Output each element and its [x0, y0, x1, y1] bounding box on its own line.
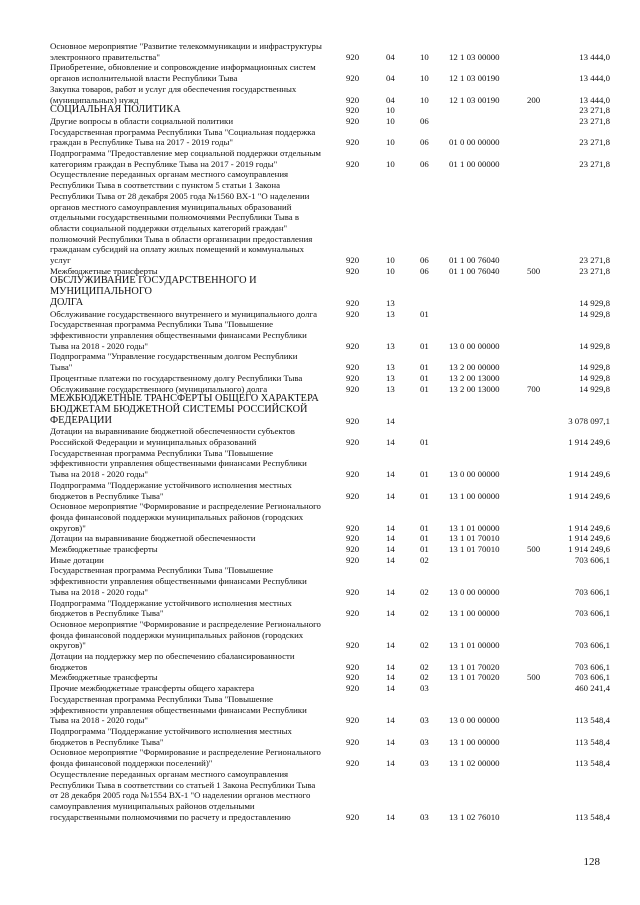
column-amount: 23 271,8: [579, 158, 610, 169]
column-subsection: 02: [420, 554, 429, 565]
column-amount: 23 271,8: [579, 105, 610, 116]
column-subsection: 02: [420, 661, 429, 672]
table-row: [50, 769, 610, 823]
table-row: [50, 351, 610, 372]
column-subsection: 01: [420, 544, 429, 555]
column-ved: 920: [346, 758, 360, 769]
column-amount: 14 929,8: [579, 383, 610, 394]
column-target-article: 12 1 03 00190: [449, 73, 500, 84]
row-name: Подпрограмма "Поддержание устойчивого исполнения местных бюджетов в Республике Тыва": [50, 479, 292, 501]
row-name: Обслуживание государственного внутреннего и муниципального долга: [50, 308, 317, 319]
column-section: 13: [386, 362, 395, 373]
column-amount: 1 914 249,6: [568, 533, 610, 544]
column-section: 14: [386, 586, 395, 597]
column-expense-type: 500: [527, 672, 541, 683]
column-section: 04: [386, 73, 395, 84]
column-section: 14: [386, 672, 395, 683]
column-ved: 920: [346, 586, 360, 597]
column-section: 14: [386, 533, 395, 544]
row-name: СОЦИАЛЬНАЯ ПОЛИТИКА: [50, 104, 181, 116]
column-section: 10: [386, 255, 395, 266]
row-name: Государственная программа Республики Тыва "Повышение эффективности управления общественными финансами Республики Тыва на 2018 - 2020 годы": [50, 693, 307, 726]
table-row: [50, 651, 610, 672]
column-subsection: 03: [420, 683, 429, 694]
column-section: 10: [386, 158, 395, 169]
table-row: [50, 148, 610, 169]
column-amount: 14 929,8: [579, 340, 610, 351]
column-amount: 14 929,8: [579, 297, 610, 308]
column-target-article: 13 2 00 13000: [449, 372, 500, 383]
row-name: Межбюджетные трансферты: [50, 672, 158, 683]
column-section: 13: [386, 308, 395, 319]
column-subsection: 10: [420, 94, 429, 105]
column-amount: 23 271,8: [579, 137, 610, 148]
column-section: 14: [386, 715, 395, 726]
column-subsection: 01: [420, 533, 429, 544]
row-name: Дотации на выравнивание бюджетной обеспеченности субъектов Российской Федерации и муниципальных образований: [50, 426, 295, 448]
column-section: 14: [386, 683, 395, 694]
column-subsection: 06: [420, 115, 429, 126]
table-row: [50, 726, 610, 747]
table-row: [50, 555, 610, 566]
column-ved: 920: [346, 137, 360, 148]
row-name: Основное мероприятие "Развитие телекоммуникации и инфраструктуры электронного правительства": [50, 41, 322, 62]
column-target-article: 12 1 03 00190: [449, 94, 500, 105]
column-ved: 920: [346, 736, 360, 747]
table-row: [50, 747, 610, 768]
row-name: Межбюджетные трансферты: [50, 544, 158, 555]
column-section: 13: [386, 372, 395, 383]
column-ved: 920: [346, 490, 360, 501]
column-section: 14: [386, 544, 395, 555]
row-name: Государственная программа Республики Тыва "Социальная поддержка граждан в Республике Тыва на 2017 - 2019 годы": [50, 126, 316, 148]
table-row: [50, 501, 610, 533]
column-amount: 14 929,8: [579, 362, 610, 373]
column-target-article: 01 0 00 00000: [449, 137, 500, 148]
column-section: 14: [386, 608, 395, 619]
row-name: Обслуживание государственного (муниципального) долга: [50, 383, 268, 394]
column-section: 14: [386, 811, 395, 822]
column-ved: 920: [346, 672, 360, 683]
table-row: [50, 84, 610, 105]
table-row: [50, 533, 610, 544]
row-name: Основное мероприятие "Формирование и распределение Регионального фонда финансовой поддержки поселений)": [50, 747, 321, 769]
column-subsection: 01: [420, 372, 429, 383]
column-section: 13: [386, 297, 395, 308]
column-ved: 920: [346, 308, 360, 319]
column-subsection: 10: [420, 51, 429, 62]
column-subsection: 02: [420, 640, 429, 651]
column-amount: 460 241,4: [574, 683, 610, 694]
column-target-article: 13 0 00 00000: [449, 469, 500, 480]
column-expense-type: 200: [527, 94, 541, 105]
row-name: Подпрограмма "Поддержание устойчивого исполнения местных бюджетов в Республике Тыва": [50, 597, 292, 619]
row-name: Государственная программа Республики Тыва "Повышение эффективности управления общественными финансами Республики Тыва на 2018 - 2020 годы": [50, 447, 307, 480]
column-amount: 113 548,4: [575, 758, 610, 769]
column-amount: 13 444,0: [579, 73, 610, 84]
column-ved: 920: [346, 608, 360, 619]
column-section: 14: [386, 736, 395, 747]
column-amount: 703 606,1: [574, 672, 610, 683]
column-ved: 920: [346, 340, 360, 351]
column-amount: 14 929,8: [579, 308, 610, 319]
table-row: [50, 309, 610, 320]
column-subsection: 01: [420, 522, 429, 533]
column-amount: 13 444,0: [579, 94, 610, 105]
table-row: [50, 169, 610, 265]
column-ved: 920: [346, 158, 360, 169]
column-target-article: 13 1 01 70020: [449, 661, 500, 672]
column-ved: 920: [346, 811, 360, 822]
column-section: 14: [386, 554, 395, 565]
table-row: [50, 544, 610, 555]
column-amount: 1 914 249,6: [568, 490, 610, 501]
column-subsection: 10: [420, 73, 429, 84]
row-name: Осуществление переданных органам местного самоуправления Республики Тыва в соответствии с пунктом 5 статьи 1 Закона Республики Тыва от 28 декабря 2005 года №1560 ВХ-1 "О наделении органов местного самоуправления муниципальных образований отдельными государственными полномочиями Республики Тыва в области социальной поддержки отдельных категорий граждан" полномочий Республики Тыва в области организации предоставления гражданам субсидий на оплату жилых помещений и коммунальных услуг: [50, 169, 313, 266]
table-row: [50, 672, 610, 683]
table-row: [50, 394, 610, 426]
column-target-article: 01 1 00 76040: [449, 265, 500, 276]
column-ved: 920: [346, 715, 360, 726]
row-name: МЕЖБЮДЖЕТНЫЕ ТРАНСФЕРТЫ ОБЩЕГО ХАРАКТЕРА БЮДЖЕТАМ БЮДЖЕТНОЙ СИСТЕМЫ РОССИЙСКОЙ ФЕДЕРАЦИИ: [50, 393, 319, 426]
column-target-article: 13 1 01 70020: [449, 672, 500, 683]
column-section: 14: [386, 437, 395, 448]
row-name: Государственная программа Республики Тыва "Повышение эффективности управления общественными финансами Республики Тыва на 2018 - 2020 годы": [50, 319, 307, 351]
column-ved: 920: [346, 73, 360, 84]
column-subsection: 01: [420, 469, 429, 480]
column-amount: 13 444,0: [579, 51, 610, 62]
column-ved: 920: [346, 94, 360, 105]
column-amount: 113 548,4: [575, 736, 610, 747]
column-expense-type: 700: [527, 383, 541, 394]
row-name: Межбюджетные трансферты: [50, 265, 158, 276]
column-amount: 703 606,1: [574, 661, 610, 672]
column-target-article: 01 1 00 00000: [449, 158, 500, 169]
column-target-article: 13 1 02 00000: [449, 758, 500, 769]
column-subsection: 01: [420, 362, 429, 373]
column-ved: 920: [346, 115, 360, 126]
column-section: 04: [386, 51, 395, 62]
table-row: [50, 127, 610, 148]
column-subsection: 01: [420, 340, 429, 351]
table-row: [50, 694, 610, 726]
column-section: 10: [386, 137, 395, 148]
column-target-article: 13 1 01 70010: [449, 544, 500, 555]
column-ved: 920: [346, 415, 360, 426]
column-ved: 920: [346, 297, 360, 308]
row-name: Государственная программа Республики Тыва "Повышение эффективности управления общественными финансами Республики Тыва на 2018 - 2020 годы": [50, 565, 307, 597]
column-amount: 1 914 249,6: [568, 437, 610, 448]
column-section: 14: [386, 490, 395, 501]
column-section: 10: [386, 105, 395, 116]
table-row: [50, 480, 610, 501]
column-section: 14: [386, 661, 395, 672]
column-target-article: 13 1 01 70010: [449, 533, 500, 544]
budget-table: [50, 41, 610, 822]
row-name: Основное мероприятие "Формирование и распределение Регионального фонда финансовой поддержки муниципальных районов (городских округов)": [50, 618, 321, 651]
column-ved: 920: [346, 683, 360, 694]
row-name: Дотации на поддержку мер по обеспечению сбалансированности бюджетов: [50, 651, 295, 672]
table-row: [50, 373, 610, 384]
table-row: [50, 426, 610, 447]
column-subsection: 01: [420, 383, 429, 394]
table-row: [50, 41, 610, 62]
column-section: 04: [386, 94, 395, 105]
column-section: 14: [386, 758, 395, 769]
column-ved: 920: [346, 255, 360, 266]
table-row: [50, 619, 610, 651]
column-ved: 920: [346, 265, 360, 276]
column-target-article: 12 1 03 00000: [449, 51, 500, 62]
table-row: [50, 105, 610, 116]
column-target-article: 13 2 00 00000: [449, 362, 500, 373]
column-target-article: 13 1 02 76010: [449, 811, 500, 822]
column-amount: 14 929,8: [579, 372, 610, 383]
column-amount: 23 271,8: [579, 255, 610, 266]
table-row: [50, 116, 610, 127]
row-name: Иные дотации: [50, 554, 104, 565]
row-name: Прочие межбюджетные трансферты общего характера: [50, 683, 255, 694]
row-name: Закупка товаров, работ и услуг для обеспечения государственных (муниципальных) нужд: [50, 83, 297, 105]
table-row: [50, 276, 610, 308]
table-row: [50, 598, 610, 619]
column-subsection: 03: [420, 758, 429, 769]
column-amount: 1 914 249,6: [568, 469, 610, 480]
row-name: Подпрограмма "Предоставление мер социальной поддержки отдельным категориям граждан в Республике Тыва на 2017 - 2019 годы": [50, 148, 321, 169]
column-subsection: 06: [420, 158, 429, 169]
column-amount: 703 606,1: [574, 640, 610, 651]
column-amount: 3 078 097,1: [568, 415, 610, 426]
table-row: [50, 565, 610, 597]
column-ved: 920: [346, 544, 360, 555]
column-amount: 113 548,4: [575, 811, 610, 822]
column-target-article: 13 0 00 00000: [449, 586, 500, 597]
column-subsection: 02: [420, 672, 429, 683]
column-target-article: 13 1 00 00000: [449, 490, 500, 501]
table-row: [50, 448, 610, 480]
column-ved: 920: [346, 372, 360, 383]
column-target-article: 13 1 01 00000: [449, 640, 500, 651]
column-ved: 920: [346, 469, 360, 480]
row-name: ОБСЛУЖИВАНИЕ ГОСУДАРСТВЕННОГО И МУНИЦИПАЛЬНОГО ДОЛГА: [50, 275, 257, 308]
table-row: [50, 319, 610, 351]
column-amount: 1 914 249,6: [568, 522, 610, 533]
column-section: 13: [386, 340, 395, 351]
column-ved: 920: [346, 51, 360, 62]
column-target-article: 13 1 01 00000: [449, 522, 500, 533]
column-subsection: 01: [420, 490, 429, 501]
column-expense-type: 500: [527, 265, 541, 276]
column-subsection: 06: [420, 137, 429, 148]
column-subsection: 01: [420, 308, 429, 319]
page-number: 128: [583, 856, 600, 868]
column-subsection: 03: [420, 736, 429, 747]
column-subsection: 06: [420, 255, 429, 266]
column-section: 10: [386, 265, 395, 276]
row-name: Дотации на выравнивание бюджетной обеспеченности: [50, 533, 256, 544]
row-name: Осуществление переданных органам местного самоуправления Республики Тыва в соответствии со статьей 1 Закона Республики Тыва от 28 декабря 2005 года №1554 ВХ-1 "О наделении органов местного самоуправления муниципальных районов отдельными государственными полномочиями по расчету и предоставлению: [50, 768, 316, 822]
column-expense-type: 500: [527, 544, 541, 555]
column-amount: 703 606,1: [574, 608, 610, 619]
column-ved: 920: [346, 640, 360, 651]
column-amount: 23 271,8: [579, 115, 610, 126]
column-section: 14: [386, 415, 395, 426]
column-section: 14: [386, 640, 395, 651]
column-subsection: 06: [420, 265, 429, 276]
table-row: [50, 683, 610, 694]
column-ved: 920: [346, 533, 360, 544]
column-ved: 920: [346, 437, 360, 448]
row-name: Приобретение, обновление и сопровождение информационных систем органов исполнительной власти Республики Тыва: [50, 62, 316, 84]
column-section: 10: [386, 115, 395, 126]
column-target-article: 13 1 00 00000: [449, 736, 500, 747]
column-target-article: 13 0 00 00000: [449, 715, 500, 726]
column-subsection: 01: [420, 437, 429, 448]
column-target-article: 13 2 00 13000: [449, 383, 500, 394]
row-name: Подпрограмма "Поддержание устойчивого исполнения местных бюджетов в Республике Тыва": [50, 726, 292, 747]
column-section: 14: [386, 522, 395, 533]
column-ved: 920: [346, 522, 360, 533]
column-section: 13: [386, 383, 395, 394]
column-ved: 920: [346, 105, 360, 116]
row-name: Другие вопросы в области социальной политики: [50, 115, 234, 126]
column-target-article: 13 1 00 00000: [449, 608, 500, 619]
table-row: [50, 62, 610, 83]
column-subsection: 03: [420, 811, 429, 822]
column-ved: 920: [346, 661, 360, 672]
column-ved: 920: [346, 362, 360, 373]
column-subsection: 02: [420, 586, 429, 597]
column-ved: 920: [346, 554, 360, 565]
column-ved: 920: [346, 383, 360, 394]
column-subsection: 03: [420, 715, 429, 726]
column-subsection: 02: [420, 608, 429, 619]
column-target-article: 13 0 00 00000: [449, 340, 500, 351]
column-amount: 703 606,1: [574, 586, 610, 597]
column-amount: 703 606,1: [574, 554, 610, 565]
row-name: Подпрограмма "Управление государственным долгом Республики Тыва": [50, 351, 298, 373]
column-section: 14: [386, 469, 395, 480]
row-name: Основное мероприятие "Формирование и распределение Регионального фонда финансовой поддержки муниципальных районов (городских округов)": [50, 501, 321, 533]
row-name: Процентные платежи по государственному долгу Республики Тыва: [50, 372, 303, 383]
column-amount: 113 548,4: [575, 715, 610, 726]
column-amount: 1 914 249,6: [568, 544, 610, 555]
column-amount: 23 271,8: [579, 265, 610, 276]
column-target-article: 01 1 00 76040: [449, 255, 500, 266]
